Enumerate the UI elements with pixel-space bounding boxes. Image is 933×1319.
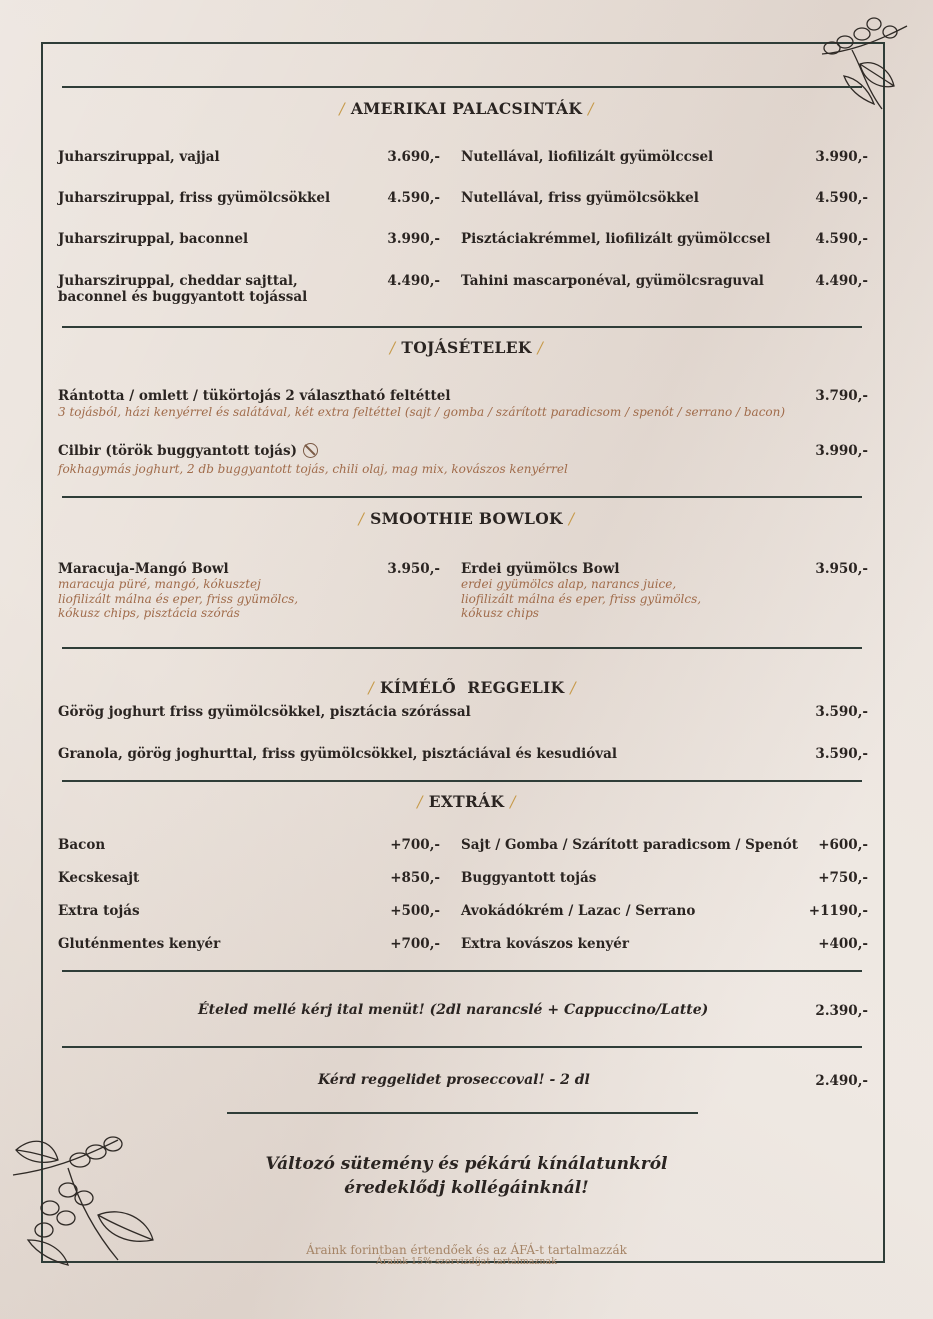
menu-item-name: Nutellával, liofilizált gyümölccsel xyxy=(461,149,714,165)
menu-item-name: Maracuja-Mangó Bowl xyxy=(58,561,229,577)
menu-item-name: Juharsziruppal, friss gyümölcsökkel xyxy=(58,190,331,206)
section-title-smoothie: / SMOOTHIE BOWLOK / xyxy=(358,509,575,528)
menu-item-price: 3.590,- xyxy=(815,704,868,720)
menu-item-name: Juharsziruppal, vajjal xyxy=(58,149,220,165)
menu-item-name: Rántotta / omlett / tükörtojás 2 választható feltéttel xyxy=(58,388,451,404)
menu-item-price: 3.690,- xyxy=(387,149,440,165)
promo-drink-menu-price: 2.390,- xyxy=(815,1003,868,1019)
extra-item-name: Kecskesajt xyxy=(58,870,140,886)
section-title-light: / KÍMÉLŐ REGGELIK / xyxy=(368,678,576,697)
description-line: liofilizált málna és eper, friss gyümölcs, xyxy=(461,591,702,606)
divider xyxy=(62,970,862,972)
description-line: erdei gyümölcs alap, narancs juice, xyxy=(461,577,677,591)
menu-item-price: 3.790,- xyxy=(815,388,868,404)
description-line: maracuja püré, mangó, kókusztej xyxy=(58,577,261,591)
extra-item-name: Avokádókrém / Lazac / Serrano xyxy=(461,903,696,919)
menu-item-price: 4.490,- xyxy=(387,273,440,289)
extra-item-price: +1190,- xyxy=(808,903,868,919)
extra-item-name: Buggyantott tojás xyxy=(461,870,597,886)
menu-item-price: 4.590,- xyxy=(387,190,440,206)
notice-line: éredeklődj kollégáinknál! xyxy=(344,1178,589,1198)
menu-item-name: Tahini mascarponéval, gyümölcsraguval xyxy=(461,273,764,289)
menu-item-name xyxy=(58,443,318,459)
extra-item-name: Gluténmentes kenyér xyxy=(58,936,221,952)
extra-item-price: +700,- xyxy=(390,936,440,952)
divider xyxy=(62,780,862,782)
menu-item-name: Nutellával, friss gyümölcsökkel xyxy=(461,190,699,206)
menu-item-price: 3.950,- xyxy=(815,561,868,577)
extra-item-name: Sajt / Gomba / Szárított paradicsom / Spenót xyxy=(461,837,798,853)
divider xyxy=(227,1112,698,1114)
menu-item-price: 4.490,- xyxy=(815,273,868,289)
menu-item-price: 3.990,- xyxy=(815,149,868,165)
divider xyxy=(62,647,862,649)
menu-item-price: 3.990,- xyxy=(815,443,868,459)
divider xyxy=(62,86,862,88)
menu-item-name-line: baconnel és buggyantott tojással xyxy=(58,289,308,305)
menu-item-description: fokhagymás joghurt, 2 db buggyantott tojás, chili olaj, mag mix, kovászos kenyérrel xyxy=(58,462,568,476)
promo-prosecco: Kérd reggelidet proseccoval! - 2 dl xyxy=(318,1072,590,1088)
extra-item-price: +750,- xyxy=(818,870,868,886)
menu-item-name: Erdei gyümölcs Bowl xyxy=(461,561,620,577)
extra-item-name: Extra tojás xyxy=(58,903,140,919)
section-title-pancakes: / AMERIKAI PALACSINTÁK / xyxy=(339,99,594,118)
menu-item-name: Pisztáciakrémmel, liofilizált gyümölccsel xyxy=(461,231,771,247)
price-info-vat: Áraink forintban értendőek és az ÁFÁ-t tartalmazzák xyxy=(306,1243,627,1257)
divider xyxy=(62,1046,862,1048)
menu-item-name: Juharsziruppal, baconnel xyxy=(58,231,249,247)
promo-prosecco-price: 2.490,- xyxy=(815,1073,868,1089)
section-title-eggs: / TOJÁSÉTELEK / xyxy=(389,338,544,357)
extra-item-price: +600,- xyxy=(818,837,868,853)
divider xyxy=(62,326,862,328)
menu-item-price: 3.950,- xyxy=(387,561,440,577)
gluten-free-icon xyxy=(303,443,318,458)
extra-item-price: +850,- xyxy=(390,870,440,886)
extra-item-name: Extra kovászos kenyér xyxy=(461,936,629,952)
menu-item-name: Granola, görög joghurttal, friss gyümölcsökkel, pisztáciával és kesudióval xyxy=(58,746,617,762)
description-line: liofilizált málna és eper, friss gyümölcs, xyxy=(58,591,299,606)
menu-item-description: 3 tojásból, házi kenyérrel és salátával, két extra feltéttel (sajt / gomba / szárított paradicsom / spenót / serrano / bacon) xyxy=(58,405,786,419)
menu-item-name-text: Cilbir (török buggyantott tojás) xyxy=(58,443,297,459)
promo-drink-menu: Ételed mellé kérj ital menüt! (2dl narancslé + Cappuccino/Latte) xyxy=(198,1002,709,1018)
menu-item-description xyxy=(461,577,701,621)
extra-item-price: +700,- xyxy=(390,837,440,853)
menu-item-price: 4.590,- xyxy=(815,190,868,206)
notice-line: Változó sütemény és pékárú kínálatunkról xyxy=(265,1154,668,1174)
description-line: kókusz chips, pisztácia szórás xyxy=(58,606,240,620)
divider xyxy=(62,496,862,498)
extra-item-price: +400,- xyxy=(818,936,868,952)
menu-item-price: 3.590,- xyxy=(815,746,868,762)
menu-item-description xyxy=(58,577,298,621)
menu-item-name: Görög joghurt friss gyümölcsökkel, pisztácia szórással xyxy=(58,704,471,720)
extra-item-price: +500,- xyxy=(390,903,440,919)
pastry-notice xyxy=(0,1152,933,1200)
extra-item-name: Bacon xyxy=(58,837,106,853)
menu-item-name-line: Juharsziruppal, cheddar sajttal, xyxy=(58,273,298,289)
menu-item-price: 3.990,- xyxy=(387,231,440,247)
price-info-service: Áraink 15% szervizdíjat tartalmaznak xyxy=(376,1256,557,1267)
section-title-extras: / EXTRÁK / xyxy=(417,792,516,811)
menu-item-name xyxy=(58,273,307,305)
menu-item-price: 4.590,- xyxy=(815,231,868,247)
description-line: kókusz chips xyxy=(461,606,539,620)
